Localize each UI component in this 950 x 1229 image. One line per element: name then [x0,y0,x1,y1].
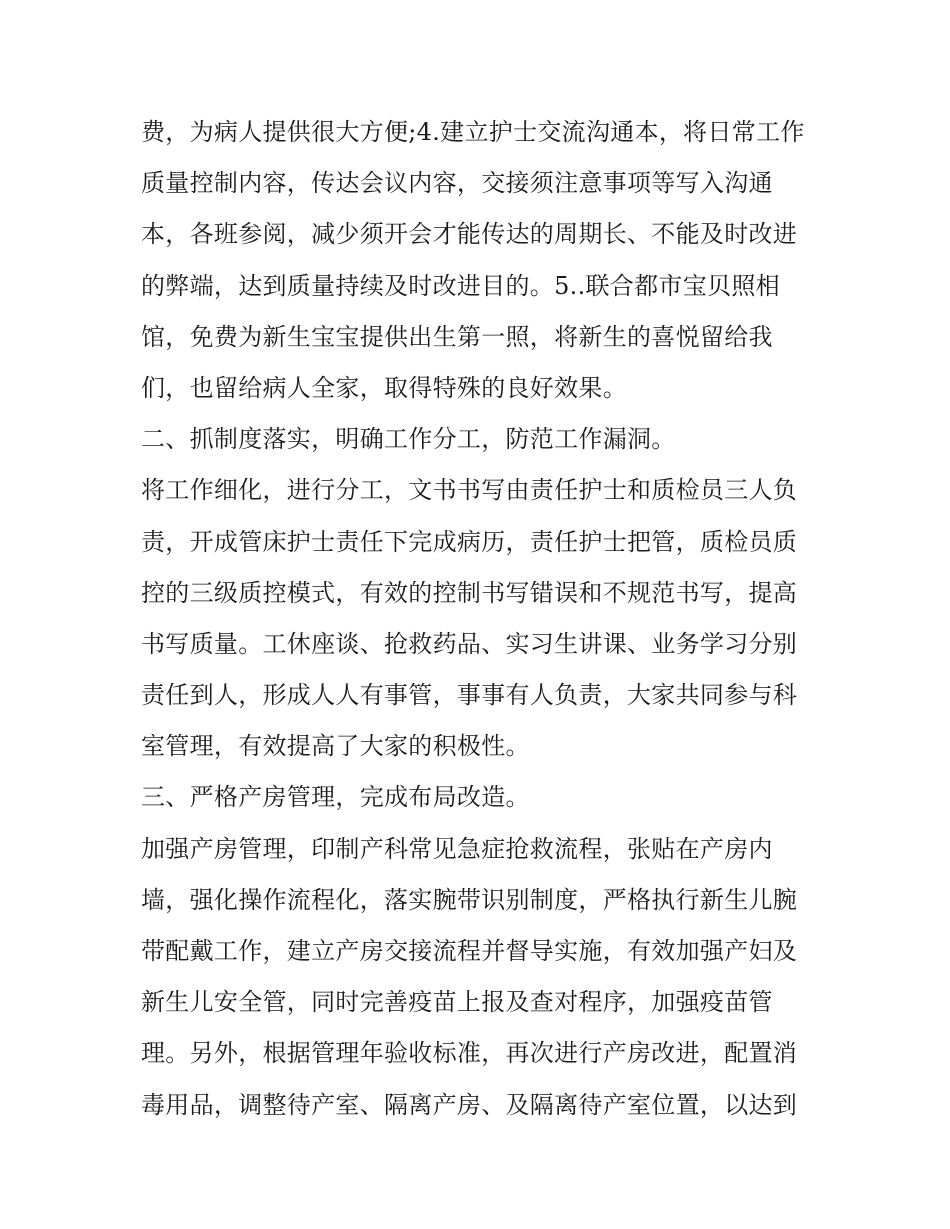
text-line: 的弊端，达到质量持续及时改进目的。5..联合都市宝贝照相 [141,271,780,300]
text-line: 将工作细化，进行分工，文书书写由责任护士和质检员三人负 [141,476,798,505]
text-line: 们，也留给病人全家，取得特殊的良好效果。 [141,373,627,402]
text-line: 墙，强化操作流程化，落实腕带识别制度，严格执行新生儿腕 [141,885,798,914]
text-line: 控的三级质控模式，有效的控制书写错误和不规范书写，提高 [141,578,798,607]
text-line: 毒用品，调整待产室、隔离产房、及隔离待产室位置，以达到 [141,1090,798,1119]
section-heading: 二、抓制度落实，明确工作分工，防范工作漏洞。 [141,425,676,454]
text-line: 本，各班参阅，减少须开会才能传达的周期长、不能及时改进 [141,220,798,249]
text-line: 室管理，有效提高了大家的积极性。 [141,732,530,761]
text-line: 书写质量。工休座谈、抢救药品、实习生讲课、业务学习分别 [141,629,798,658]
body-text [141,107,821,1131]
text-line: 责任到人，形成人人有事管，事事有人负责，大家共同参与科 [141,681,798,710]
text-line: 理。另外，根据管理年验收标准，再次进行产房改进，配置消 [141,1039,798,1068]
text-line: 费，为病人提供很大方便;4.建立护士交流沟通本，将日常工作 [141,118,805,146]
text-line: 质量控制内容，传达会议内容，交接须注意事项等写入沟通 [141,169,773,198]
text-line: 新生儿安全管，同时完善疫苗上报及查对程序，加强疫苗管 [141,988,773,1017]
text-line: 加强产房管理，印制产科常见急症抢救流程，张贴在产房内 [141,834,773,863]
text-line: 带配戴工作，建立产房交接流程并督导实施，有效加强产妇及 [141,937,798,965]
text-line: 责，开成管床护士责任下完成病历，责任护士把管，质检员质 [141,527,798,556]
text-line: 馆，免费为新生宝宝提供出生第一照，将新生的喜悦留给我 [141,322,773,351]
section-heading: 三、严格产房管理，完成布局改造。 [141,783,530,812]
